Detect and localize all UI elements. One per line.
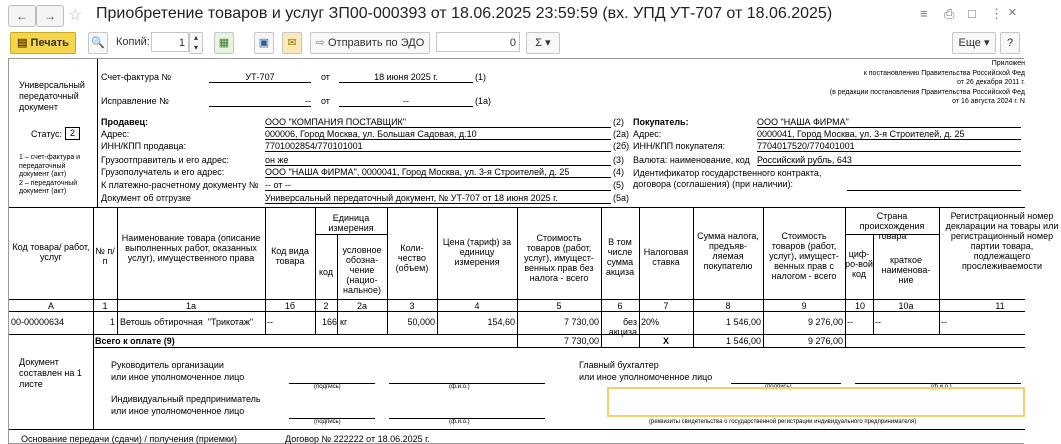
total-x: X — [662, 336, 669, 346]
shipper-label: Грузоотправитель и его адрес: — [101, 155, 229, 165]
envelope-icon: ✉ — [287, 37, 297, 49]
shipper-num: (3) — [613, 155, 624, 165]
row-code: 00-00000634 — [11, 317, 65, 327]
correction-date: -- — [339, 96, 473, 107]
seller-address-label: Адрес: — [101, 129, 130, 139]
col-index-9: 9 — [801, 301, 807, 311]
col-header-num: № п/п — [95, 246, 115, 266]
col-index-11: 11 — [995, 301, 1005, 311]
seller-num: (2) — [613, 117, 624, 127]
seller-inn-num: (2б) — [613, 141, 630, 151]
head-fio-hint: (ф.и.о.) — [449, 384, 470, 390]
payment-doc-value: -- от -- — [265, 180, 611, 191]
chief-accountant-label: Главный бухгалтер или иное уполномоченное лицо — [579, 360, 713, 382]
more-actions-button[interactable]: Еще ▾ — [952, 32, 996, 54]
invoice-from-label: от — [321, 72, 330, 82]
copies-label: Копий: — [116, 36, 150, 48]
col-header-qty: Коли-чество (объем) — [395, 243, 429, 273]
row-tax: 1 546,00 — [725, 317, 761, 327]
upd-label: Универсальный передаточный документ — [19, 80, 85, 112]
row-cost: 7 730,00 — [563, 317, 599, 327]
transfer-basis-label: Основание передачи (сдачи) / получения (приемки) — [21, 434, 237, 444]
col-index-5: 5 — [556, 301, 562, 311]
buyer-label: Покупатель: — [633, 117, 689, 127]
row-excise: без акциза — [608, 317, 637, 337]
col-index-7: 7 — [663, 301, 669, 311]
head-signature-label: Руководитель организации или иное уполномоченное лицо — [111, 360, 245, 382]
col-header-excise: В том числе сумма акциза — [605, 237, 635, 277]
forward-button[interactable] — [36, 5, 64, 27]
correction-from-label: от — [321, 96, 330, 106]
favorite-star-icon[interactable]: ☆ — [68, 7, 83, 24]
send-icon: ⇨ — [315, 37, 325, 49]
seller-label: Продавец: — [101, 117, 149, 127]
invoice-date: 18 июня 2025 г. — [339, 72, 473, 83]
printer-icon: ▤ — [17, 37, 28, 49]
row-country-code: -- — [847, 317, 853, 327]
chief-sign-hint: (подпись) — [765, 384, 792, 390]
payment-doc-num: (5) — [613, 180, 624, 190]
col-index-10a: 10а — [898, 301, 914, 311]
col-header-reg: Регистрационный номер декларации на товары или регистрационный номер партии товара, подлежащего прослеживаемости — [945, 211, 1059, 271]
correction-line-num: (1а) — [475, 96, 492, 106]
row-reg: -- — [941, 317, 947, 327]
shipment-doc-num: (5а) — [613, 193, 630, 203]
ip-registration-field[interactable] — [607, 387, 1025, 417]
col-header-code: Код товара/ работ, услуг — [12, 242, 90, 262]
consignee-value: ООО "НАША ФИРМА", 0000041, Город Москва, ул. 3-я Строителей, д. 25 — [265, 167, 611, 178]
title-bar — [0, 0, 1024, 28]
col-header-country-code: циф-ро-вой код — [845, 249, 873, 279]
col-header-country-name: краткое наименова-ние — [881, 255, 931, 285]
copies-input[interactable]: 1 — [151, 32, 189, 52]
buyer-inn-label: ИНН/КПП покупателя: — [633, 141, 726, 151]
col-index-1b: 1б — [284, 301, 296, 311]
col-header-rate: Налоговая ставка — [643, 247, 689, 267]
seller-value: ООО "КОМПАНИЯ ПОСТАВЩИК" — [265, 117, 611, 128]
correction-number: -- — [209, 96, 311, 107]
upd-document — [8, 58, 1059, 444]
seller-inn: 7701002854/770101001 — [265, 141, 611, 152]
email-button[interactable] — [282, 32, 302, 54]
col-header-unit-code: код — [318, 267, 334, 277]
chief-fio-hint: (ф.и.о.) — [931, 384, 952, 390]
currency-label: Валюта: наименование, код — [633, 155, 750, 165]
row-country-name: -- — [875, 317, 881, 327]
menu-icon[interactable]: ≡ — [920, 6, 928, 21]
ip-signature-label: Индивидуальный предприниматель или иное уполномоченное лицо — [111, 394, 261, 416]
seller-address-num: (2а) — [613, 129, 630, 139]
copies-stepper[interactable]: ▴ ▾ — [189, 32, 203, 54]
col-index-3: 3 — [409, 301, 415, 311]
row-kind: -- — [267, 317, 273, 327]
buyer-inn: 7704017520/770401001 — [757, 141, 1021, 152]
maximize-icon[interactable]: □ — [968, 6, 976, 21]
currency-value: Российский рубль, 643 — [757, 155, 1021, 166]
shipment-doc-label: Документ об отгрузке — [101, 193, 191, 203]
shipper-value: он же — [265, 155, 611, 166]
head-sign-hint: (подпись) — [314, 384, 341, 390]
col-index-8: 8 — [725, 301, 731, 311]
correction-label: Исправление № — [101, 96, 169, 106]
grid-icon: ▦ — [218, 37, 230, 49]
table-settings-button[interactable] — [214, 32, 234, 54]
col-index-1a: 1а — [185, 301, 196, 311]
total-total: 9 276,00 — [807, 336, 843, 346]
col-index-2: 2 — [323, 301, 329, 311]
ip-fio-hint: (ф.и.о.) — [449, 419, 470, 425]
row-total: 9 276,00 — [807, 317, 843, 327]
col-header-price: Цена (тариф) за единицу измерения — [442, 237, 512, 267]
help-button[interactable]: ? — [1000, 32, 1020, 54]
invoice-number: УТ-707 — [209, 72, 311, 83]
col-header-unit-name: условное обозна-чение (нацио-нальное) — [342, 245, 382, 295]
ip-registration-hint: (реквизиты свидетельства о государственной регистрации индивидуального предпринимателя) — [649, 419, 917, 425]
row-unit-name: кг — [340, 317, 348, 327]
status-label: Статус: — [31, 129, 62, 139]
col-index-2a: 2а — [356, 301, 367, 311]
seller-inn-label: ИНН/КПП продавца: — [101, 141, 187, 151]
status-note: 1 – счет-фактура и передаточный документ (акт) 2 – передаточный документ (акт) — [19, 154, 81, 195]
row-price: 154,60 — [487, 317, 515, 327]
arrow-left-icon: ← — [16, 9, 28, 23]
status-value: 2 — [65, 127, 80, 140]
buyer-address: 0000041, Город Москва, ул. 3-я Строителей, д. 25 — [757, 129, 1021, 140]
preview-button[interactable] — [88, 32, 108, 54]
transfer-basis-value: Договор № 222222 от 18.06.2025 г. — [285, 434, 430, 444]
gov-contract-value — [847, 189, 1021, 191]
print-icon[interactable]: ⎙ — [944, 6, 955, 21]
row-rate: 20% — [641, 317, 660, 327]
col-header-kind: Код вида товара — [271, 246, 309, 266]
invoice-line-num: (1) — [475, 72, 486, 82]
row-name: Ветошь обтирочная "Трикотаж" — [120, 317, 254, 327]
preview-icon: 🔍 — [91, 37, 105, 49]
buyer-address-label: Адрес: — [633, 129, 662, 139]
col-index-1: 1 — [102, 301, 108, 311]
more-icon[interactable]: ⋮ — [990, 6, 1003, 21]
col-index-4: 4 — [474, 301, 480, 311]
seller-address: 000006, Город Москва, ул. Большая Садовая, д.10 — [265, 129, 611, 140]
total-label: Всего к оплате (9) — [95, 336, 175, 346]
col-header-name: Наименование товара (описание выполненных работ, оказанных услуг), имущественного права — [121, 233, 261, 263]
consignee-label: Грузополучатель и его адрес: — [101, 167, 225, 177]
gov-contract-label: Идентификатор государственного контракта, договора (соглашения) (при наличии): — [633, 168, 822, 189]
sum-mode-button[interactable]: Σ ▾ — [526, 32, 560, 54]
window-title: Приобретение товаров и услуг ЗП00-000393 от 18.06.2025 23:59:59 (вх. УПД УТ-707 от 18.06.2025) — [96, 5, 833, 22]
col-index-a: А — [47, 301, 54, 311]
invoice-label: Счет-фактура № — [101, 72, 172, 82]
doc-pages-note: Документ составлен на 1 листе — [19, 357, 82, 389]
send-edo-button[interactable]: ⇨ Отправить по ЭДО — [310, 32, 430, 54]
col-header-cost: Стоимость товаров (работ, услуг), имущест-венных прав без налога - всего — [524, 233, 594, 283]
total-cost: 7 730,00 — [563, 336, 599, 346]
back-button[interactable] — [8, 5, 36, 27]
col-index-10: 10 — [854, 301, 865, 311]
buyer-value: ООО "НАША ФИРМА" — [757, 117, 1021, 128]
ip-sign-hint: (подпись) — [314, 419, 341, 425]
row-num: 1 — [109, 317, 115, 327]
col-header-unit: Единица измерения — [328, 213, 374, 233]
sum-input[interactable]: 0 — [436, 32, 520, 52]
total-tax: 1 546,00 — [725, 336, 761, 346]
close-icon[interactable]: × — [1008, 4, 1017, 21]
col-header-total: Стоимость товаров (работ, услуг), имущест-венных прав с налогом - всего — [769, 231, 839, 281]
col-index-6: 6 — [617, 301, 623, 311]
shipment-doc-value: Универсальный передаточный документ, № УТ-707 от 18 июня 2025 г. — [265, 193, 611, 204]
payment-doc-label: К платежно-расчетному документу № — [101, 180, 259, 190]
save-icon: ▣ — [258, 37, 270, 49]
row-unit-code: 166 — [321, 317, 337, 327]
save-button[interactable] — [254, 32, 274, 54]
col-header-country: Страна происхождения товара — [859, 211, 925, 241]
col-header-tax: Сумма налога, предъяв-ляемая покупателю — [697, 231, 759, 271]
print-button[interactable]: ▤ Печать — [10, 32, 76, 54]
appendix-note: Приложен к постановлению Правительства Российской Фед от 26 декабря 2011 г. (в редакции постановления Правительства Российской Фед от 16 августа 2024 г. N — [829, 60, 1025, 105]
arrow-right-icon: → — [44, 9, 56, 23]
row-qty: 50,000 — [407, 317, 435, 327]
consignee-num: (4) — [613, 167, 624, 177]
